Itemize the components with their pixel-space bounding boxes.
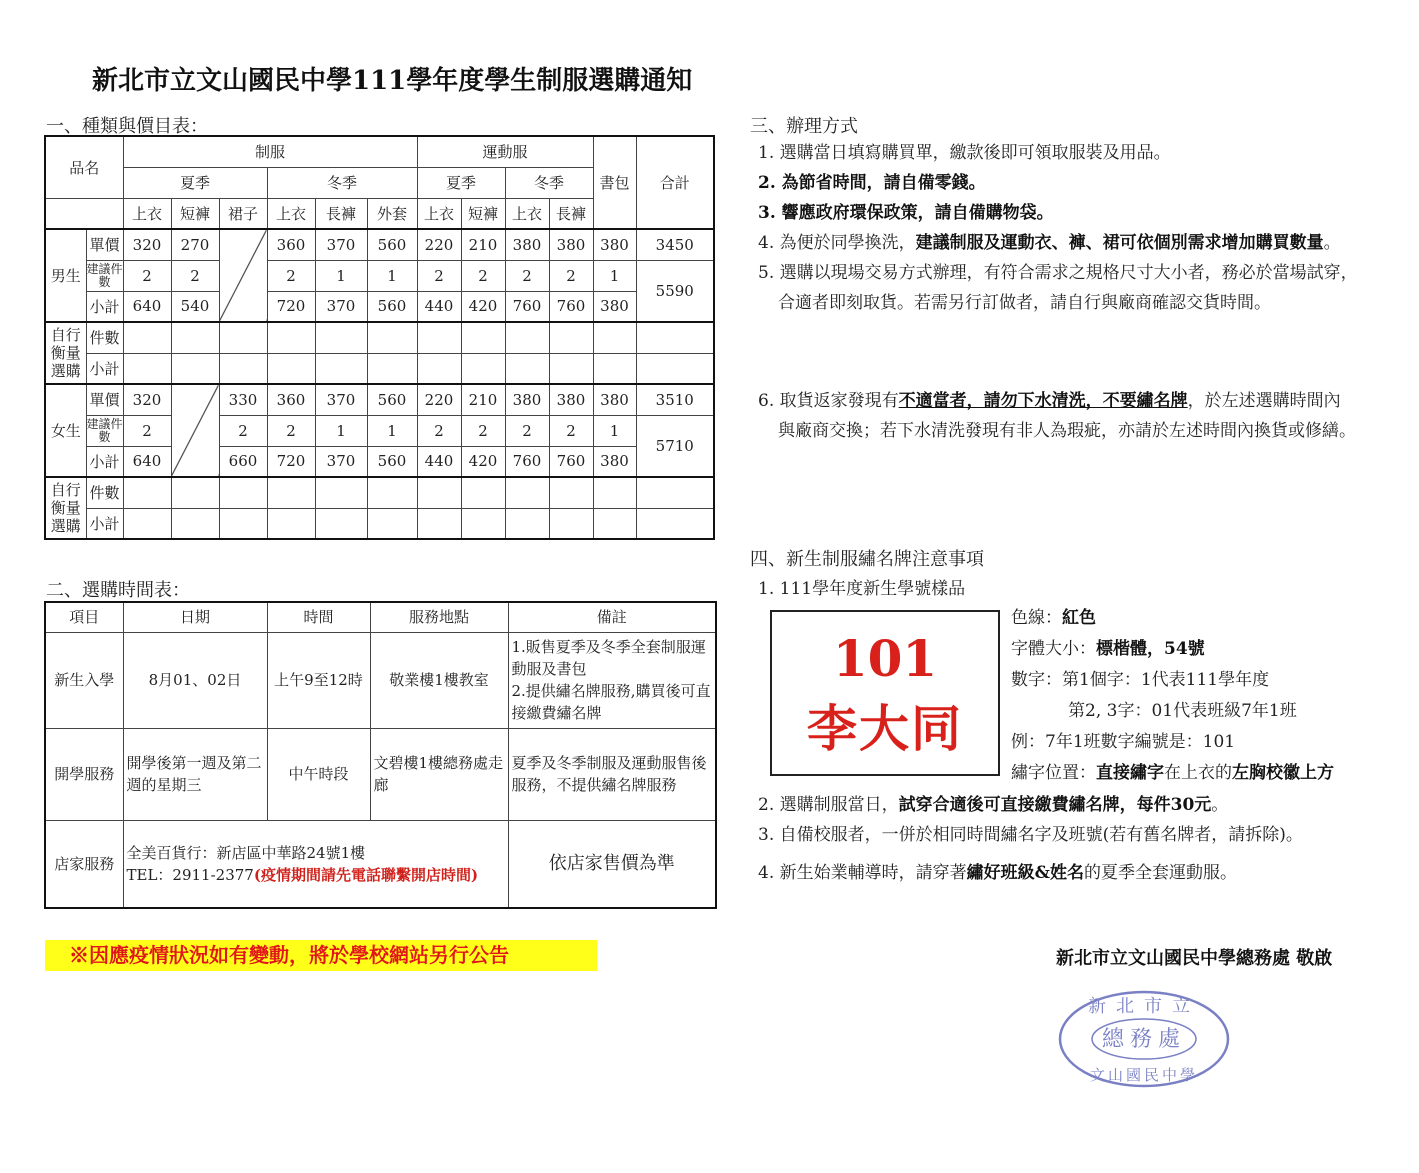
method-item-6 <box>758 386 1418 446</box>
spec-digit: 第2, 3字：01代表班級7年1班 <box>1068 701 1297 721</box>
schedule-location: 敬業樓1樓教室 <box>370 632 508 728</box>
header-uniform: 制服 <box>123 136 417 167</box>
nameplate-emphasis: 試穿合適後可直接繳費繡名牌，每件30元 <box>898 795 1212 815</box>
cell: 1 <box>367 415 417 446</box>
cell: 2 <box>417 260 461 291</box>
method-item-emphasis: 建議制服及運動衣、褲、裙可依個別需求增加購買數量 <box>915 233 1324 253</box>
header-bag: 書包 <box>593 136 636 229</box>
sub-header: 上衣 <box>267 198 315 229</box>
cell: 640 <box>123 291 171 322</box>
method-item-emphasis: 不適當者，請勿下水清洗，不要繡名牌 <box>898 391 1188 411</box>
cell: 2 <box>123 260 171 291</box>
schedule-table <box>44 601 717 909</box>
method-item <box>758 228 1408 258</box>
cell: 720 <box>267 446 315 477</box>
header-total: 合計 <box>636 136 714 229</box>
spec-label: 字體大小： <box>1011 639 1096 659</box>
header-item: 品名 <box>45 136 123 198</box>
na-cell-shorts <box>171 384 219 477</box>
cell: 320 <box>123 384 171 415</box>
row-label-unit: 單價 <box>86 229 123 260</box>
cell: 640 <box>123 446 171 477</box>
schedule-header: 備註 <box>508 602 716 632</box>
cell: 2 <box>123 415 171 446</box>
note-line: 2.提供繡名牌服務,購買後可直接繳費繡名牌 <box>511 682 711 722</box>
female-total: 5710 <box>636 415 714 477</box>
cell: 330 <box>219 384 267 415</box>
schedule-note: 夏季及冬季制服及運動服售後服務，不提供繡名牌服務 <box>508 728 716 820</box>
cell: 440 <box>417 291 461 322</box>
row-label-qty: 件數 <box>86 477 123 508</box>
schedule-header: 項目 <box>45 602 123 632</box>
cell: 2 <box>549 415 593 446</box>
cell: 540 <box>171 291 219 322</box>
spec-digit: 數字：第1個字：1代表111學年度 <box>1011 670 1270 690</box>
schedule-location: 文碧樓1樓總務處走廊 <box>370 728 508 820</box>
store-note: 依店家售價為準 <box>508 820 716 908</box>
schedule-date: 8月01、02日 <box>123 632 267 728</box>
cell: 1 <box>593 260 636 291</box>
cell: 380 <box>593 384 636 415</box>
cell: 1 <box>593 415 636 446</box>
schedule-item: 店家服務 <box>45 820 123 908</box>
sub-header: 外套 <box>367 198 417 229</box>
row-label-qty: 件數 <box>86 322 123 353</box>
note-line: 1.販售夏季及冬季全套制服運動服及書包 <box>511 638 706 678</box>
cell: 220 <box>417 384 461 415</box>
male-total: 5590 <box>636 260 714 322</box>
cell: 2 <box>549 260 593 291</box>
cell: 1 <box>367 260 417 291</box>
section-nameplate-heading: 四、新生制服繡名牌注意事項 <box>750 549 984 570</box>
method-item-text: 4. 為便於同學換洗， <box>758 233 916 253</box>
cell: 210 <box>461 384 505 415</box>
na-cell-skirt <box>219 229 267 322</box>
cell: 420 <box>461 446 505 477</box>
cell: 760 <box>505 291 549 322</box>
section-schedule-heading: 二、選購時間表： <box>46 580 190 601</box>
cell: 720 <box>267 291 315 322</box>
row-label-sub: 小計 <box>86 508 123 539</box>
nameplate-item-1: 1. 111學年度新生學號樣品 <box>758 579 966 599</box>
spec-value: 標楷體，54號 <box>1096 639 1205 659</box>
cell: 2 <box>171 260 219 291</box>
stamp-bottom: 文山國民中學 <box>1089 1066 1199 1084</box>
spec-example: 例：7年1班數字編號是：101 <box>1011 732 1236 752</box>
cell: 220 <box>417 229 461 260</box>
store-info <box>123 820 508 908</box>
schedule-note <box>508 632 716 728</box>
cell: 380 <box>549 229 593 260</box>
spec-value: 紅色 <box>1062 608 1096 628</box>
cell: 370 <box>315 229 367 260</box>
store-warning: (疫情期間請先電話聯繫開店時間) <box>253 865 479 884</box>
sub-header: 上衣 <box>417 198 461 229</box>
store-address: 全美百貨行：新店區中華路24號1樓 <box>126 843 366 862</box>
spec-label: 色線： <box>1011 608 1062 628</box>
cell: 360 <box>267 229 315 260</box>
sub-header: 上衣 <box>505 198 549 229</box>
cell: 560 <box>367 291 417 322</box>
male-label: 男生 <box>45 229 86 322</box>
cell: 380 <box>593 446 636 477</box>
row-label-sub: 小計 <box>86 446 123 477</box>
schedule-time: 上午9至12時 <box>267 632 370 728</box>
cell: 560 <box>367 229 417 260</box>
cell: 270 <box>171 229 219 260</box>
cell: 210 <box>461 229 505 260</box>
cell: 370 <box>315 291 367 322</box>
row-label-qty: 建議件數 <box>86 415 123 446</box>
stamp-center: 總務處 <box>1101 1027 1187 1052</box>
sub-header: 長褲 <box>315 198 367 229</box>
schedule-header: 日期 <box>123 602 267 632</box>
schedule-item: 新生入學 <box>45 632 123 728</box>
row-label-unit: 單價 <box>86 384 123 415</box>
sub-header: 長褲 <box>549 198 593 229</box>
cell: 380 <box>549 384 593 415</box>
method-item: 1. 選購當日填寫購買單，繳款後即可領取服裝及用品。 <box>758 143 1171 163</box>
cell: 2 <box>417 415 461 446</box>
method-item: 5. 選購以現場交易方式辦理，有符合需求之規格尺寸大小者，務必於當場試穿， <box>758 263 1358 283</box>
schedule-header: 時間 <box>267 602 370 632</box>
cell: 2 <box>505 415 549 446</box>
header-sport: 運動服 <box>417 136 593 167</box>
cell: 560 <box>367 446 417 477</box>
cell: 760 <box>549 446 593 477</box>
method-item-text: 3. 響應政府環保政策，請自備購物袋。 <box>758 203 1054 223</box>
cell: 760 <box>549 291 593 322</box>
cell: 760 <box>505 446 549 477</box>
cell: 560 <box>367 384 417 415</box>
signature: 新北市立文山國民中學總務處 敬啟 <box>1056 948 1333 969</box>
nameplate-sample <box>770 610 1000 776</box>
method-item-cont: 合適者即刻取貨。若需另行訂做者，請自行與廠商確認交貨時間。 <box>778 293 1271 313</box>
method-item-text: ，於左述選購時間內 <box>1187 391 1341 411</box>
sub-header: 短褲 <box>171 198 219 229</box>
sub-header: 裙子 <box>219 198 267 229</box>
cell: 1 <box>315 415 367 446</box>
schedule-header: 服務地點 <box>370 602 508 632</box>
cell: 420 <box>461 291 505 322</box>
nameplate-text: 2. 選購制服當日， <box>758 795 899 815</box>
header-uniform-summer: 夏季 <box>123 167 267 198</box>
spec-value: 左胸校徽上方 <box>1232 763 1334 783</box>
cell: 380 <box>505 384 549 415</box>
store-phone: TEL：2911-2377 <box>126 865 254 884</box>
cell: 2 <box>461 260 505 291</box>
method-item <box>758 198 1408 228</box>
cell: 320 <box>123 229 171 260</box>
cell: 440 <box>417 446 461 477</box>
spec-label: 繡字位置： <box>1011 763 1096 783</box>
schedule-time: 中午時段 <box>267 728 370 820</box>
sub-header: 短褲 <box>461 198 505 229</box>
price-table <box>44 135 715 540</box>
page-title: 新北市立文山國民中學111學年度學生制服選購通知 <box>92 66 693 96</box>
cell: 1 <box>315 260 367 291</box>
cell: 2 <box>267 415 315 446</box>
self-select-label: 自行衡量選購 <box>45 477 86 539</box>
header-sport-summer: 夏季 <box>417 167 505 198</box>
method-list <box>758 138 1408 318</box>
spec-text: 在上衣的 <box>1164 763 1232 783</box>
cell: 660 <box>219 446 267 477</box>
nameplate-text: 4. 新生始業輔導時，請穿著 <box>758 863 967 883</box>
row-label-sub: 小計 <box>86 291 123 322</box>
nameplate-item: 3. 自備校服者，一併於相同時間繡名字及班號(若有舊名牌者，請拆除)。 <box>758 825 1303 845</box>
cell: 380 <box>505 229 549 260</box>
schedule-item: 開學服務 <box>45 728 123 820</box>
cell: 380 <box>593 229 636 260</box>
method-item <box>758 168 1408 198</box>
schedule-date: 開學後第一週及第二週的星期三 <box>123 728 267 820</box>
method-item-text: 。 <box>1323 233 1341 253</box>
cell: 2 <box>267 260 315 291</box>
header-sport-winter: 冬季 <box>505 167 593 198</box>
sample-name: 李大同 <box>807 699 963 758</box>
female-label: 女生 <box>45 384 86 477</box>
stamp-top: 新北市立 <box>1088 996 1200 1017</box>
method-item-text: 2. 為節省時間，請自備零錢。 <box>758 173 986 193</box>
sample-number: 101 <box>832 629 938 688</box>
method-item-cont: 與廠商交換；若下水清洗發現有非人為瑕疵，亦請於左述時間內換貨或修繕。 <box>778 421 1356 441</box>
nameplate-emphasis: 繡好班級&姓名 <box>966 863 1084 883</box>
nameplate-spec <box>1011 603 1411 789</box>
nameplate-list <box>758 790 1408 888</box>
cell-unit-total: 3450 <box>636 229 714 260</box>
sub-header: 上衣 <box>123 198 171 229</box>
office-stamp-icon <box>1052 984 1242 1094</box>
self-select-label: 自行衡量選購 <box>45 322 86 384</box>
cell: 380 <box>593 291 636 322</box>
section-method-heading: 三、辦理方式 <box>750 116 858 137</box>
nameplate-text: 的夏季全套運動服。 <box>1083 863 1237 883</box>
cell: 2 <box>219 415 267 446</box>
header-uniform-winter: 冬季 <box>267 167 417 198</box>
covid-notice: ※因應疫情狀況如有變動，將於學校網站另行公告 <box>45 940 597 971</box>
cell: 370 <box>315 446 367 477</box>
cell: 2 <box>505 260 549 291</box>
cell: 370 <box>315 384 367 415</box>
cell-unit-total: 3510 <box>636 384 714 415</box>
row-label-qty: 建議件數 <box>86 260 123 291</box>
cell: 2 <box>461 415 505 446</box>
method-item-text: 6. 取貨返家發現有 <box>758 391 899 411</box>
row-label-sub: 小計 <box>86 353 123 384</box>
spec-value: 直接繡字 <box>1096 763 1164 783</box>
nameplate-text: 。 <box>1211 795 1229 815</box>
section-price-heading: 一、種類與價目表： <box>46 116 208 137</box>
cell: 360 <box>267 384 315 415</box>
